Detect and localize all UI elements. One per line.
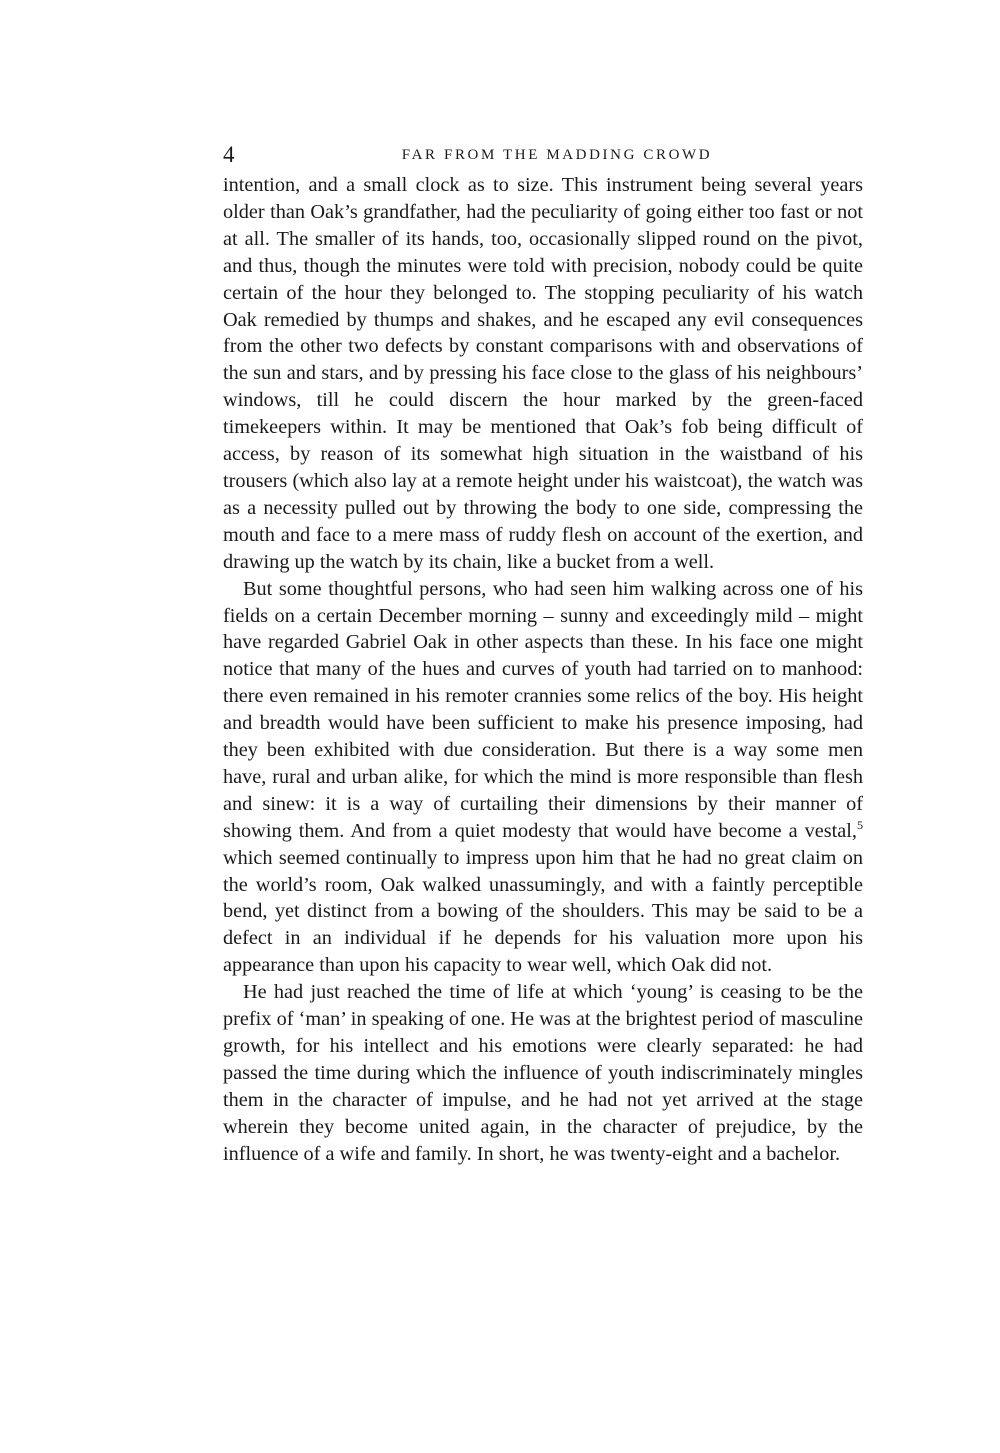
body-text — [223, 172, 863, 1168]
paragraph-2-text-after-note: which seemed continually to impress upon him that he had no great claim on the world’s room, Oak walked unassumingly, and with a faintly perceptible bend, yet distinct from a bowing of the shoulders. This may be said to be a defect in an individual if he depends for his valuation more upon his appearance than upon his capacity to wear well, which Oak did not. — [223, 846, 863, 977]
paragraph-1: intention, and a small clock as to size. This instrument being several years older than Oak’s grandfather, had the peculiarity of going either too fast or not at all. The smaller of its hands, too, occasionally slipped round on the pivot, and thus, though the minutes were told with precision, nobody could be quite certain of the hour they belonged to. The stopping peculiarity of his watch Oak remedied by thumps and shakes, and he escaped any evil consequences from the other two defects by constant comparisons with and observations of the sun and stars, and by pressing his face close to the glass of his neighbours’ windows, till he could discern the hour marked by the green-faced timekeepers within. It may be mentioned that Oak’s fob being difficult of access, by reason of its somewhat high situation in the waistband of his trousers (which also lay at a remote height under his waistcoat), the watch was as a necessity pulled out by throwing the body to one side, compressing the mouth and face to a mere mass of ruddy flesh on account of the exertion, and drawing up the watch by its chain, like a bucket from a well. — [223, 174, 863, 573]
footnote-marker: 5 — [857, 817, 863, 832]
page-number: 4 — [223, 142, 235, 167]
book-page — [223, 140, 863, 1168]
running-title: FAR FROM THE MADDING CROWD — [401, 147, 713, 163]
running-head — [223, 140, 863, 170]
paragraph-3: He had just reached the time of life at which ‘young’ is ceasing to be the prefix of ‘man’ in speaking of one. He was at the brightest period of masculine growth, for his intellect and his emotions were clearly separated: he had passed the time during which the influence of youth indiscriminately mingles them in the character of impulse, and he had not yet arrived at the stage wherein they become united again, in the character of prejudice, by the influence of a wife and family. In short, he was twenty-eight and a bachelor. — [223, 981, 863, 1165]
paragraph-2 — [223, 576, 863, 980]
paragraph-2-text-before-note: But some thoughtful persons, who had seen him walking across one of his fields on a certain December morning – sunny and exceedingly mild – might have regarded Gabriel Oak in other aspects than these. In his face one might notice that many of the hues and curves of youth had tarried on to manhood: there even remained in his remoter crannies some relics of the boy. His height and breadth would have been sufficient to make his presence imposing, had they been exhibited with due consideration. But there is a way some men have, rural and urban alike, for which the mind is more responsible than flesh and sinew: it is a way of curtailing their dimensions by their manner of showing them. And from a quiet modesty that would have become a vestal, — [223, 577, 863, 842]
